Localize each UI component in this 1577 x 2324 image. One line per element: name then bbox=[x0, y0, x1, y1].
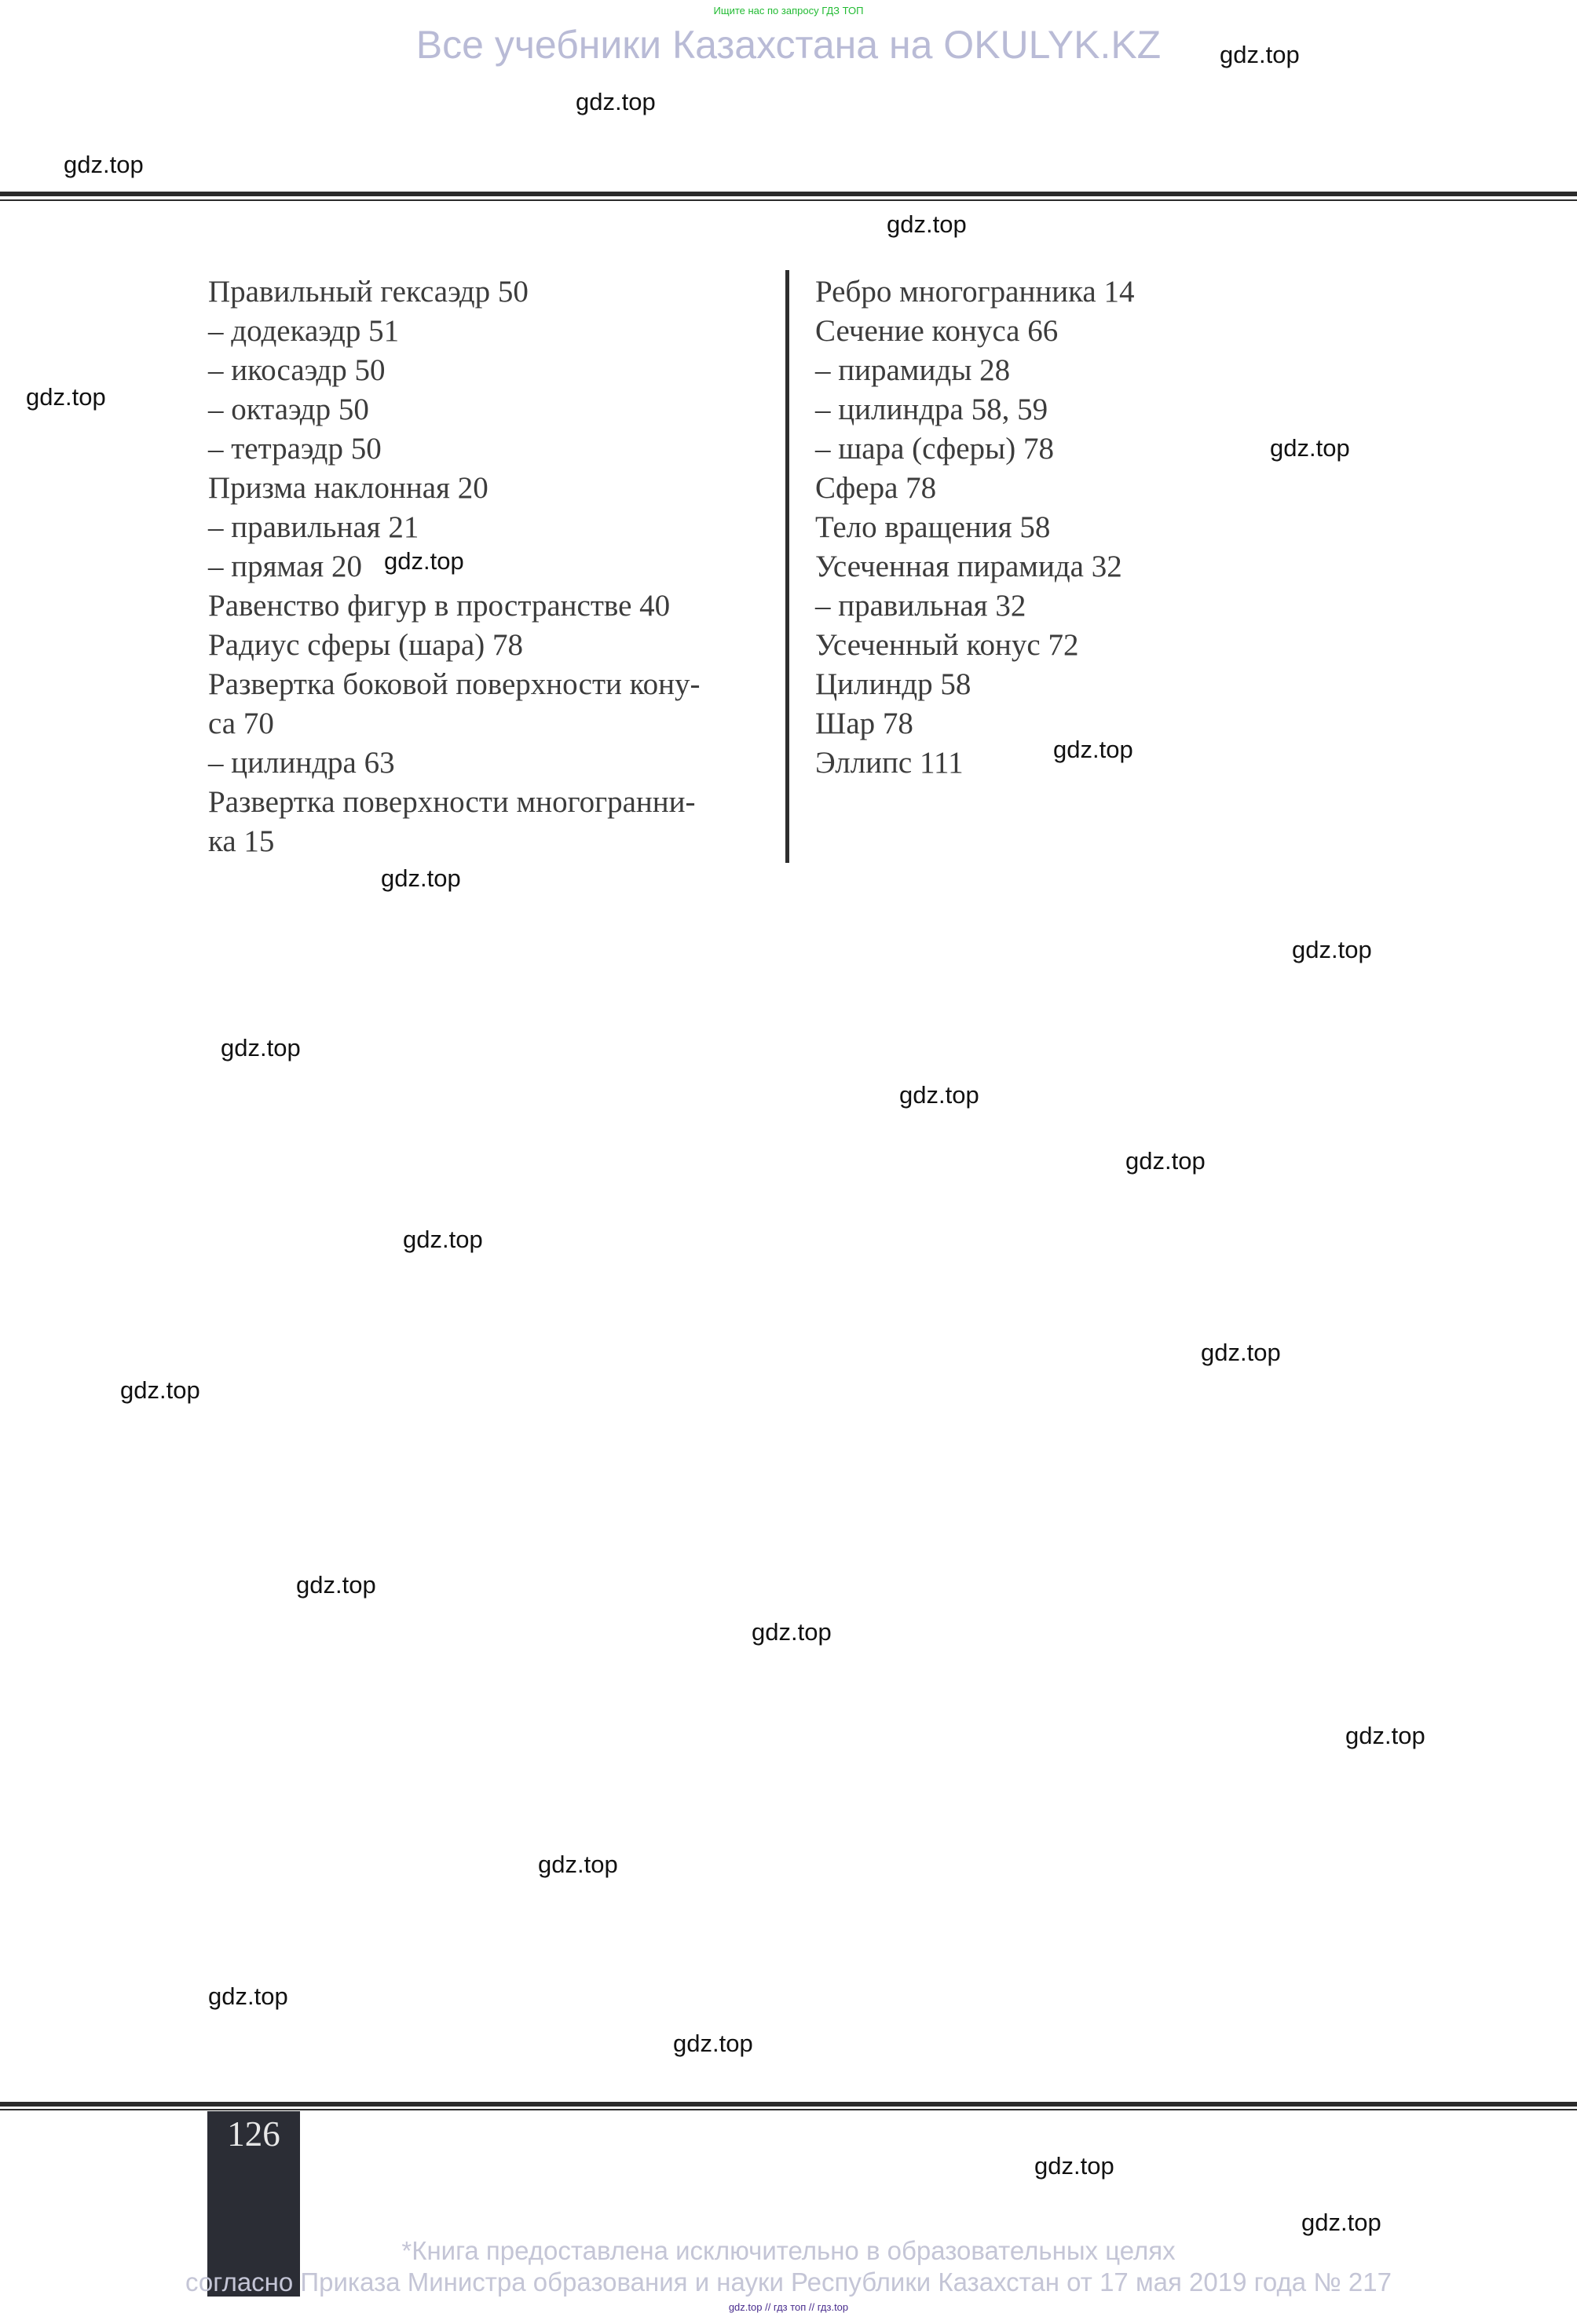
index-entry: Сечение конуса 66 bbox=[815, 314, 1059, 348]
index-entry: Радиус сферы (шара) 78 bbox=[208, 628, 523, 662]
index-entry: ка 15 bbox=[208, 824, 275, 858]
index-entry: – прямая 20 bbox=[208, 550, 362, 583]
watermark-text: gdz.top bbox=[1125, 1147, 1206, 1175]
watermark-text: gdz.top bbox=[381, 864, 461, 892]
watermark-text: gdz.top bbox=[64, 151, 144, 178]
watermark-text: gdz.top bbox=[208, 1982, 288, 2010]
index-entry: – цилиндра 63 bbox=[208, 746, 395, 780]
watermark-text: gdz.top bbox=[673, 2030, 753, 2057]
watermark-text: gdz.top bbox=[752, 1618, 832, 1646]
header-rule-thin bbox=[0, 199, 1577, 201]
watermark-text: gdz.top bbox=[538, 1851, 618, 1878]
index-entry: са 70 bbox=[208, 707, 274, 740]
watermark-text: gdz.top bbox=[576, 88, 656, 115]
index-right-column bbox=[815, 272, 1135, 783]
footer-disclaimer: *Книга предоставлена исключительно в образовательных целях bbox=[401, 2236, 1176, 2265]
watermark-text: gdz.top bbox=[120, 1376, 200, 1404]
footer-order-reference: согласно Приказа Министра образования и науки Республики Казахстан от 17 мая 2019 года № 217 bbox=[185, 2267, 1392, 2297]
watermark-text: gdz.top bbox=[1301, 2209, 1381, 2236]
index-entry: Развертка поверхности многогранни- bbox=[208, 785, 696, 819]
header-rule-thick bbox=[0, 192, 1577, 196]
index-entry: – цилиндра 58, 59 bbox=[815, 393, 1048, 426]
watermark-text: gdz.top bbox=[296, 1571, 376, 1599]
index-entry: – икосаэдр 50 bbox=[208, 353, 386, 387]
watermark-text: gdz.top bbox=[26, 383, 106, 411]
watermark-text: gdz.top bbox=[221, 1034, 301, 1062]
index-entry: Усеченный конус 72 bbox=[815, 628, 1079, 662]
index-entry: Равенство фигур в пространстве 40 bbox=[208, 589, 671, 623]
index-entry: Шар 78 bbox=[815, 707, 913, 740]
footer-links[interactable]: gdz.top // гдз топ // гдз.top bbox=[728, 2301, 849, 2313]
watermark-text: gdz.top bbox=[1053, 736, 1133, 763]
index-entry: Усеченная пирамида 32 bbox=[815, 550, 1122, 583]
index-entry: – правильная 32 bbox=[815, 589, 1026, 623]
watermark-text: gdz.top bbox=[384, 547, 464, 575]
column-divider bbox=[785, 270, 789, 863]
page-number: 126 bbox=[227, 2114, 280, 2154]
index-entry: Призма наклонная 20 bbox=[208, 471, 488, 505]
watermark-text: gdz.top bbox=[1201, 1339, 1281, 1366]
watermark-text: gdz.top bbox=[887, 210, 967, 238]
index-entry: – тетраэдр 50 bbox=[208, 432, 382, 466]
index-entry: – правильная 21 bbox=[208, 510, 419, 544]
watermark-text: gdz.top bbox=[1292, 936, 1372, 963]
index-entry: Ребро многогранника 14 bbox=[815, 275, 1135, 309]
watermark-text: gdz.top bbox=[1345, 1722, 1425, 1749]
index-entry: – октаэдр 50 bbox=[208, 393, 369, 426]
index-entry: Эллипс 111 bbox=[815, 746, 964, 780]
index-entry: Развертка боковой поверхности кону- bbox=[208, 667, 701, 701]
index-entry: – додекаэдр 51 bbox=[208, 314, 400, 348]
site-banner[interactable]: Все учебники Казахстана на OKULYK.KZ bbox=[415, 23, 1162, 67]
index-entry: Правильный гексаэдр 50 bbox=[208, 275, 529, 309]
watermark-text: gdz.top bbox=[1034, 2152, 1114, 2180]
footer-rule-thin bbox=[0, 2109, 1577, 2110]
search-hint: Ищите нас по запросу ГДЗ ТОП bbox=[713, 5, 864, 16]
index-entry: – шара (сферы) 78 bbox=[815, 432, 1054, 466]
watermark-text: gdz.top bbox=[403, 1226, 483, 1253]
footer-rule-thick bbox=[0, 2102, 1577, 2107]
watermark-text: gdz.top bbox=[1270, 434, 1350, 462]
watermark-text: gdz.top bbox=[1220, 41, 1300, 68]
watermark-text: gdz.top bbox=[899, 1081, 979, 1109]
index-entry: Тело вращения 58 bbox=[815, 510, 1051, 544]
index-entry: Цилиндр 58 bbox=[815, 667, 971, 701]
index-entry: – пирамиды 28 bbox=[815, 353, 1011, 387]
index-entry: Сфера 78 bbox=[815, 471, 937, 505]
